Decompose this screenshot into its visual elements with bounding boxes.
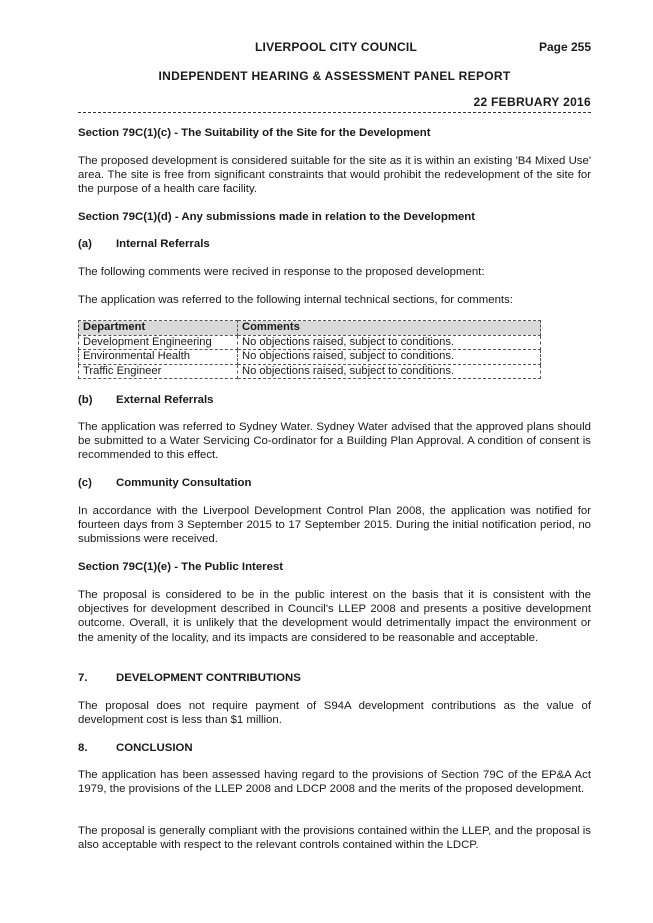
internal-referrals-number: (a)	[78, 238, 92, 250]
report-date: 22 FEBRUARY 2016	[473, 95, 591, 109]
header-divider	[78, 112, 591, 113]
contributions-body: The proposal does not require payment of S94A development contributions as the value of development cost is less than $1 million.	[78, 700, 591, 727]
community-consultation-body: In accordance with the Liverpool Development Control Plan 2008, the application was notified for fourteen days from 3 September 2015 to 17 September 2015. During the initial notification period, no submissions were received.	[78, 505, 591, 546]
section-79c-e-heading: Section 79C(1)(e) - The Public Interest	[78, 561, 284, 573]
section-79c-e-body: The proposal is considered to be in the public interest on the basis that it is consistent with the objectives for development described in Council's LLEP 2008 and presents a positive development outcome. Overall, it is unlikely that the development would detrimentally impact the environment or the amenity of the locality, and its impacts are considered to be reasonable and acceptable.	[78, 589, 591, 644]
contributions-heading	[78, 671, 591, 685]
table-cell-comments: No objections raised, subject to conditions.	[238, 364, 541, 379]
page-number: Page 255	[538, 40, 591, 54]
table-header-row	[79, 321, 541, 336]
section-79c-c-body: The proposed development is considered suitable for the site as it is within an existing 'B4 Mixed Use' area. The site is free from significant constraints that would prohibit the redevelopment of the site for the purpose of a health care facility.	[78, 155, 591, 196]
section-79c-d-heading: Section 79C(1)(d) - Any submissions made in relation to the Development	[78, 211, 476, 223]
table-cell-department: Traffic Engineer	[79, 364, 238, 379]
contributions-title: DEVELOPMENT CONTRIBUTIONS	[116, 672, 301, 684]
table-row	[79, 335, 541, 350]
internal-referrals-intro: The following comments were recived in response to the proposed development:	[78, 266, 485, 278]
table-header-department: Department	[79, 321, 238, 336]
conclusion-number: 8.	[78, 742, 88, 754]
referrals-table	[78, 320, 541, 379]
community-consultation-heading	[78, 476, 591, 490]
community-consultation-number: (c)	[78, 477, 92, 489]
table-cell-comments: No objections raised, subject to conditions.	[238, 335, 541, 350]
council-name: LIVERPOOL CITY COUNCIL	[255, 40, 417, 54]
external-referrals-heading	[78, 393, 591, 407]
conclusion-title: CONCLUSION	[116, 742, 193, 754]
external-referrals-title: External Referrals	[116, 394, 214, 406]
external-referrals-body: The application was referred to Sydney Water. Sydney Water advised that the approved plans should be submitted to a Water Servicing Co-ordinator for a Building Plan Approval. A condition of consent is recommended to this effect.	[78, 421, 591, 462]
section-79c-c-heading: Section 79C(1)(c) - The Suitability of the Site for the Development	[78, 127, 431, 139]
community-consultation-title: Community Consultation	[116, 477, 252, 489]
table-cell-comments: No objections raised, subject to conditions.	[238, 350, 541, 365]
table-cell-department: Development Engineering	[79, 335, 238, 350]
report-title: INDEPENDENT HEARING & ASSESSMENT PANEL REPORT	[158, 69, 511, 83]
external-referrals-number: (b)	[78, 394, 93, 406]
table-cell-department: Environmental Health	[79, 350, 238, 365]
conclusion-paragraph-1: The application has been assessed having regard to the provisions of Section 79C of the EP&A Act 1979, the provisions of the LLEP 2008 and LDCP 2008 and the merits of the proposed development.	[78, 769, 591, 796]
table-row	[79, 364, 541, 379]
internal-referrals-title: Internal Referrals	[116, 238, 210, 250]
conclusion-paragraph-2: The proposal is generally compliant with the provisions contained within the LLEP, and the proposal is also acceptable with respect to the relevant controls contained within the LDCP.	[78, 825, 591, 852]
conclusion-heading	[78, 741, 591, 755]
contributions-number: 7.	[78, 672, 88, 684]
table-row	[79, 350, 541, 365]
table-header-comments: Comments	[238, 321, 541, 336]
internal-referrals-heading	[78, 237, 591, 251]
internal-referrals-sections: The application was referred to the following internal technical sections, for comments:	[78, 294, 513, 306]
